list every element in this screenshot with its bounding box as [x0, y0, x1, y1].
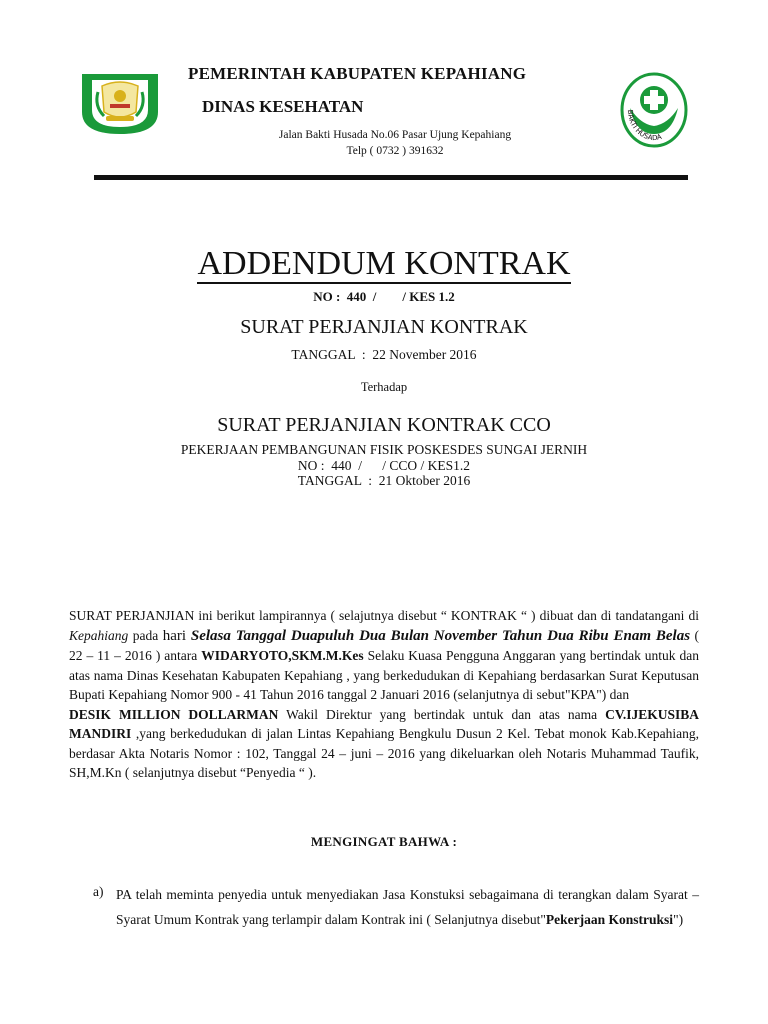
cco-number: NO : 440 / / CCO / KES1.2	[297, 457, 471, 473]
hari-word: hari	[162, 627, 187, 644]
para-text: SURAT PERJANJIAN ini berikut lampirannya ( selajutnya disebut “ KONTRAK “ ) dibuat dan di tandatangani di	[69, 608, 699, 623]
doc-title: ADDENDUM KONTRAK	[197, 245, 571, 282]
list-item-bold: Pekerjaan Konstruksi	[545, 912, 674, 927]
cco-date: TANGGAL : 21 Oktober 2016	[297, 473, 471, 488]
list-item	[116, 882, 699, 932]
phone-line: Telp ( 0732 ) 391632	[346, 145, 444, 157]
list-item-label: a)	[93, 884, 104, 899]
subtitle-contract: SURAT PERJANJIAN KONTRAK	[240, 316, 528, 338]
signing-date: ( 22 – 11 – 2016 ) antara	[69, 627, 699, 663]
list-item-text: PA telah meminta penyedia untuk menyediakan Jasa Konstuksi sebagaimana di terangkan dalam Syarat –Syarat Umum Kontrak yang terlampir dalam Kontrak ini ( Selanjutnya disebut"	[116, 887, 699, 927]
cco-details	[0, 442, 768, 489]
company-name: CV.IJEKUSIBA MANDIRI	[69, 706, 699, 741]
contract-paragraph	[69, 606, 699, 783]
mengingat-heading: MENGINGAT BAHWA :	[310, 834, 458, 849]
place-name: Kepahiang	[69, 627, 129, 643]
para-text: ,yang berkedudukan di jalan Lintas Kepahiang Bengkulu Dusun 2 Kel. Tebat monok Kab.Kepahiang, berdasar Akta Notaris Nomor : 102, Tanggal 24 – juni – 2016 yang dikeluarkan oleh Notaris Muhammad Taufik, SH,M.Kn ( selanjutnya disebut “Penyedia “ ).	[69, 726, 699, 780]
para-text: Selaku Kuasa Pengguna Anggaran yang bertindak untuk dan atas nama Dinas Kesehatan Kabupaten Kepahiang , yang berkedudukan di Kepahiang berdasarkan Surat Keputusan Bupati Kepahiang Nomor 900 - 41 Tahun 2016 tanggal 2 Januari 2016 (selanjutnya di sebut"KPA") dan	[69, 648, 700, 702]
header-divider	[94, 175, 688, 180]
bakti-husada-logo-icon	[616, 70, 692, 150]
agency-name: DINAS KESEHATAN	[202, 97, 364, 116]
svg-text:BAKTI HUSADA: BAKTI HUSADA	[625, 109, 663, 143]
list-item-end: ")	[673, 912, 684, 927]
doc-number: NO : 440 / / KES 1.2	[313, 289, 455, 304]
subtitle-cco: SURAT PERJANJIAN KONTRAK CCO	[217, 414, 551, 436]
date-line: TANGGAL : 22 November 2016	[291, 347, 477, 362]
regency-emblem-icon	[80, 72, 160, 136]
kpa-name: WIDARYOTO,SKM.M.Kes	[201, 648, 364, 663]
project-name: PEKERJAAN PEMBANGUNAN FISIK POSKESDES SUNGAI JERNIH	[180, 442, 588, 457]
gov-name: PEMERINTAH KABUPATEN KEPAHIANG	[188, 64, 527, 83]
signing-day: Selasa Tanggal Duapuluh Dua Bulan November Tahun Dua Ribu Enam Belas	[186, 627, 691, 644]
para-text: pada	[128, 627, 163, 643]
address-block	[240, 127, 550, 159]
provider-name: DESIK MILLION DOLLARMAN	[69, 706, 279, 722]
address-line: Jalan Bakti Husada No.06 Pasar Ujung Kepahiang	[278, 129, 512, 141]
para-text: Wakil Direktur yang bertindak untuk dan atas nama	[278, 706, 606, 722]
terhadap-label: Terhadap	[360, 380, 408, 394]
